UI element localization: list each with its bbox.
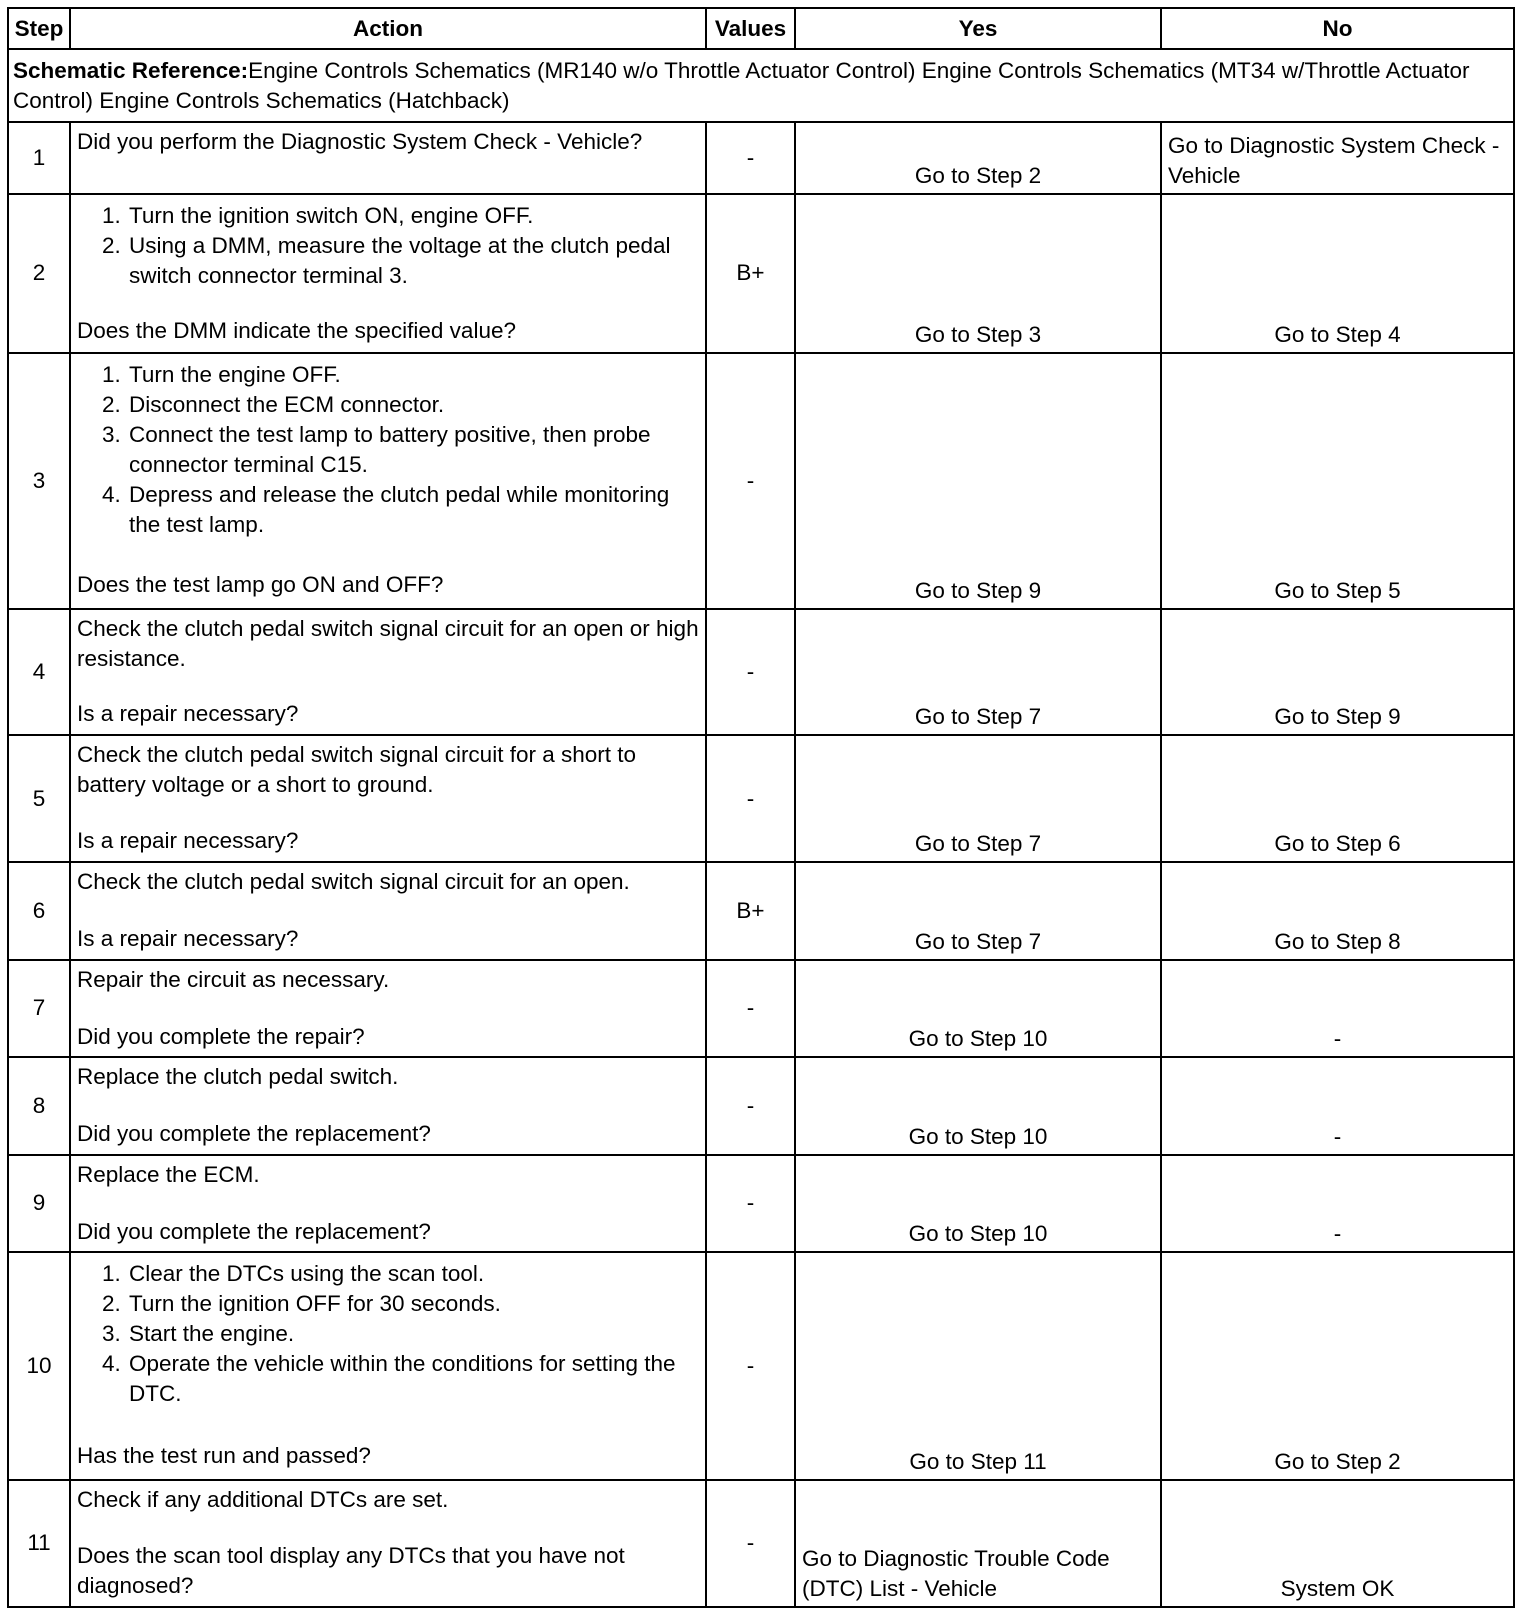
step-number: 8 <box>8 1057 70 1154</box>
action-step: 2. Using a DMM, measure the voltage at the clutch pedal switch connector terminal 3. <box>127 231 699 291</box>
step-number: 3 <box>8 353 70 609</box>
no-cell: System OK <box>1161 1480 1514 1607</box>
value-cell: - <box>706 735 795 862</box>
action-text: Replace the clutch pedal switch. <box>77 1064 399 1090</box>
step-number: 11 <box>8 1480 70 1607</box>
value-cell: - <box>706 1155 795 1252</box>
action-text: Check the clutch pedal switch signal circuit for an open. <box>77 869 630 895</box>
action-cell <box>70 1057 706 1154</box>
table-row <box>8 609 1514 735</box>
value-cell: - <box>706 960 795 1057</box>
values-header: Values <box>706 8 795 49</box>
no-cell: Go to Step 4 <box>1161 194 1514 353</box>
no-cell: Go to Step 9 <box>1161 609 1514 735</box>
action-steps-list <box>77 201 699 291</box>
value-cell: - <box>706 353 795 609</box>
table-row <box>8 1155 1514 1252</box>
no-cell: Go to Step 6 <box>1161 735 1514 862</box>
table-row <box>8 194 1514 353</box>
action-step: 3. Connect the test lamp to battery positive, then probe connector terminal C15. <box>127 420 699 480</box>
schematic-label: Schematic Reference: <box>13 58 249 84</box>
table-row <box>8 1057 1514 1154</box>
action-question: Does the test lamp go ON and OFF? <box>77 571 444 597</box>
no-cell: Go to Diagnostic System Check - Vehicle <box>1161 122 1514 194</box>
yes-header: Yes <box>795 8 1161 49</box>
step-number: 6 <box>8 862 70 959</box>
action-question: Did you complete the replacement? <box>77 1121 431 1147</box>
action-step: 3. Start the engine. <box>127 1319 699 1349</box>
table-row <box>8 122 1514 194</box>
action-question: Does the DMM indicate the specified value? <box>77 317 516 343</box>
step-number: 7 <box>8 960 70 1057</box>
schematic-text: Engine Controls Schematics (MR140 w/o Throttle Actuator Control) Engine Controls Schematics (MT34 w/Throttle Actuator Control) Engine Controls Schematics (Hatchback) <box>13 58 1470 114</box>
action-cell <box>70 1480 706 1607</box>
action-question: Did you perform the Diagnostic System Check - Vehicle? <box>77 128 643 154</box>
value-cell: B+ <box>706 862 795 959</box>
yes-cell: Go to Step 2 <box>795 122 1161 194</box>
action-step: 2. Turn the ignition OFF for 30 seconds. <box>127 1289 699 1319</box>
action-step: 1. Turn the ignition switch ON, engine OFF. <box>127 201 699 231</box>
no-cell: - <box>1161 1155 1514 1252</box>
value-cell: - <box>706 1252 795 1480</box>
action-header: Action <box>70 8 706 49</box>
step-number: 9 <box>8 1155 70 1252</box>
value-cell: B+ <box>706 194 795 353</box>
step-number: 2 <box>8 194 70 353</box>
action-text: Repair the circuit as necessary. <box>77 966 390 992</box>
action-text: Replace the ECM. <box>77 1161 260 1187</box>
action-cell <box>70 353 706 609</box>
action-step: 1. Clear the DTCs using the scan tool. <box>127 1259 699 1289</box>
action-text: Check the clutch pedal switch signal circuit for an open or high resistance. <box>77 615 699 671</box>
action-cell <box>70 122 706 194</box>
action-cell <box>70 194 706 353</box>
yes-cell: Go to Diagnostic Trouble Code (DTC) List - Vehicle <box>795 1480 1161 1607</box>
table-row <box>8 1252 1514 1480</box>
yes-cell: Go to Step 11 <box>795 1252 1161 1480</box>
yes-cell: Go to Step 7 <box>795 862 1161 959</box>
action-cell <box>70 960 706 1057</box>
no-cell: Go to Step 8 <box>1161 862 1514 959</box>
header-row <box>8 8 1514 49</box>
yes-cell: Go to Step 7 <box>795 609 1161 735</box>
yes-cell: Go to Step 10 <box>795 960 1161 1057</box>
action-question: Is a repair necessary? <box>77 828 299 854</box>
no-header: No <box>1161 8 1514 49</box>
action-cell <box>70 609 706 735</box>
step-number: 10 <box>8 1252 70 1480</box>
no-cell: Go to Step 5 <box>1161 353 1514 609</box>
action-step: 4. Operate the vehicle within the conditions for setting the DTC. <box>127 1349 699 1409</box>
action-question: Is a repair necessary? <box>77 926 299 952</box>
action-question: Is a repair necessary? <box>77 700 299 726</box>
step-header: Step <box>8 8 70 49</box>
action-question: Did you complete the repair? <box>77 1023 365 1049</box>
action-steps-list <box>77 1259 699 1409</box>
action-step: 4. Depress and release the clutch pedal while monitoring the test lamp. <box>127 480 699 540</box>
step-number: 1 <box>8 122 70 194</box>
no-cell: Go to Step 2 <box>1161 1252 1514 1480</box>
action-text: Check the clutch pedal switch signal circuit for a short to battery voltage or a short to ground. <box>77 742 637 798</box>
no-cell: - <box>1161 960 1514 1057</box>
action-cell <box>70 1155 706 1252</box>
action-text: Check if any additional DTCs are set. <box>77 1486 449 1512</box>
step-number: 4 <box>8 609 70 735</box>
action-question: Has the test run and passed? <box>77 1442 371 1468</box>
action-step: 1. Turn the engine OFF. <box>127 360 699 390</box>
table-row <box>8 960 1514 1057</box>
action-steps-list <box>77 360 699 540</box>
value-cell: - <box>706 122 795 194</box>
yes-cell: Go to Step 7 <box>795 735 1161 862</box>
schematic-reference <box>8 49 1514 122</box>
table-row <box>8 735 1514 862</box>
table-row <box>8 1480 1514 1607</box>
action-question: Does the scan tool display any DTCs that you have not diagnosed? <box>77 1542 625 1598</box>
table-row <box>8 862 1514 959</box>
no-cell: - <box>1161 1057 1514 1154</box>
table-row <box>8 353 1514 609</box>
diagnostic-table <box>7 7 1515 1608</box>
yes-cell: Go to Step 9 <box>795 353 1161 609</box>
value-cell: - <box>706 1057 795 1154</box>
step-number: 5 <box>8 735 70 862</box>
yes-cell: Go to Step 10 <box>795 1057 1161 1154</box>
action-step: 2. Disconnect the ECM connector. <box>127 390 699 420</box>
value-cell: - <box>706 1480 795 1607</box>
action-cell <box>70 735 706 862</box>
action-question: Did you complete the replacement? <box>77 1218 431 1244</box>
action-cell <box>70 1252 706 1480</box>
schematic-row <box>8 49 1514 122</box>
action-cell <box>70 862 706 959</box>
yes-cell: Go to Step 3 <box>795 194 1161 353</box>
yes-cell: Go to Step 10 <box>795 1155 1161 1252</box>
value-cell: - <box>706 609 795 735</box>
